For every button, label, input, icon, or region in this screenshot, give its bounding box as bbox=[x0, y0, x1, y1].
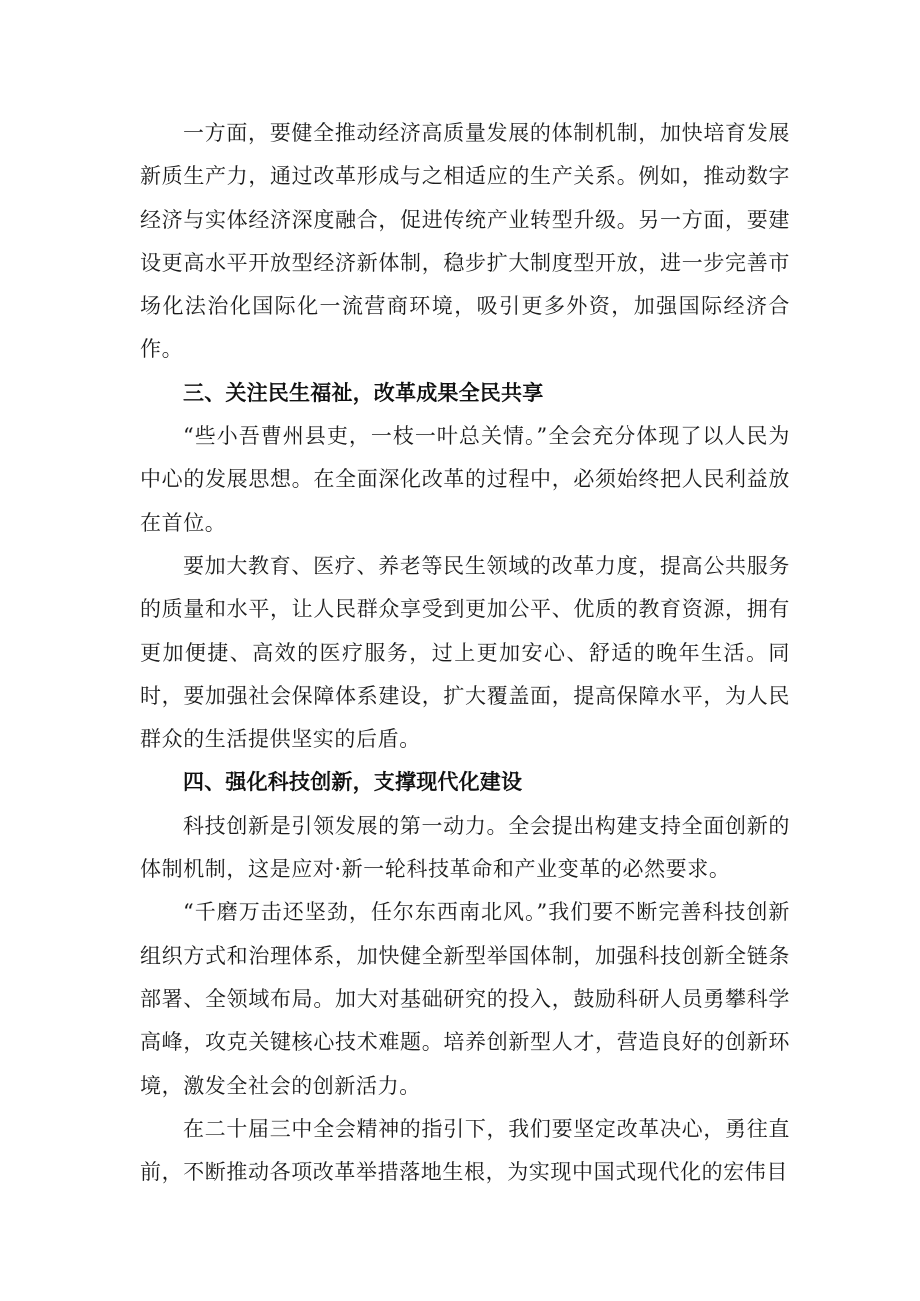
paragraph-open-economy: 一方面，要健全推动经济高质量发展的体制机制，加快培育发展新质生产力，通过改革形成与之相适应的生产关系。例如，推动数字经济与实体经济深度融合，促进传统产业转型升级。另一方面，要建设更高水平开放型经济新体制，稳步扩大制度型开放，进一步完善市场化法治化国际化一流营商环境，吸引更多外资，加强国际经济合作。 bbox=[140, 121, 790, 362]
section-heading-3: 三、关注民生福祉，改革成果全民共享 bbox=[183, 380, 544, 405]
section-heading-4: 四、强化科技创新，支撑现代化建设 bbox=[183, 770, 523, 795]
document-body bbox=[140, 112, 790, 1194]
paragraph-public-services: 要加大教育、医疗、养老等民生领域的改革力度，提高公共服务的质量和水平，让人民群众享受到更加公平、优质的教育资源，拥有更加便捷、高效的医疗服务，过上更加安心、舒适的晚年生活。同时，要加强社会保障体系建设，扩大覆盖面，提高保障水平，为人民群众的生活提供坚实的后盾。 bbox=[140, 553, 790, 752]
paragraph-innovation-driver: 科技创新是引领发展的第一动力。全会提出构建支持全面创新的体制机制，这是应对·新一轮科技革命和产业变革的必然要求。 bbox=[140, 813, 790, 882]
paragraph-people-centered: “些小吾曹州县吏，一枝一叶总关情。”全会充分体现了以人民为中心的发展思想。在全面深化改革的过程中，必须始终把人民利益放在首位。 bbox=[140, 424, 790, 535]
paragraph-conclusion: 在二十届三中全会精神的指引下，我们要坚定改革决心，勇往直前，不断推动各项改革举措落地生根，为实现中国式现代化的宏伟目 bbox=[140, 1116, 790, 1185]
paragraph-innovation-system: “千磨万击还坚劲，任尔东西南北风。”我们要不断完善科技创新组织方式和治理体系，加快健全新型举国体制，加强科技创新全链条部署、全领域布局。加大对基础研究的投入，鼓励科研人员勇攀科学高峰，攻克关键核心技术难题。培养创新型人才，营造良好的创新环境，激发全社会的创新活力。 bbox=[140, 900, 790, 1098]
